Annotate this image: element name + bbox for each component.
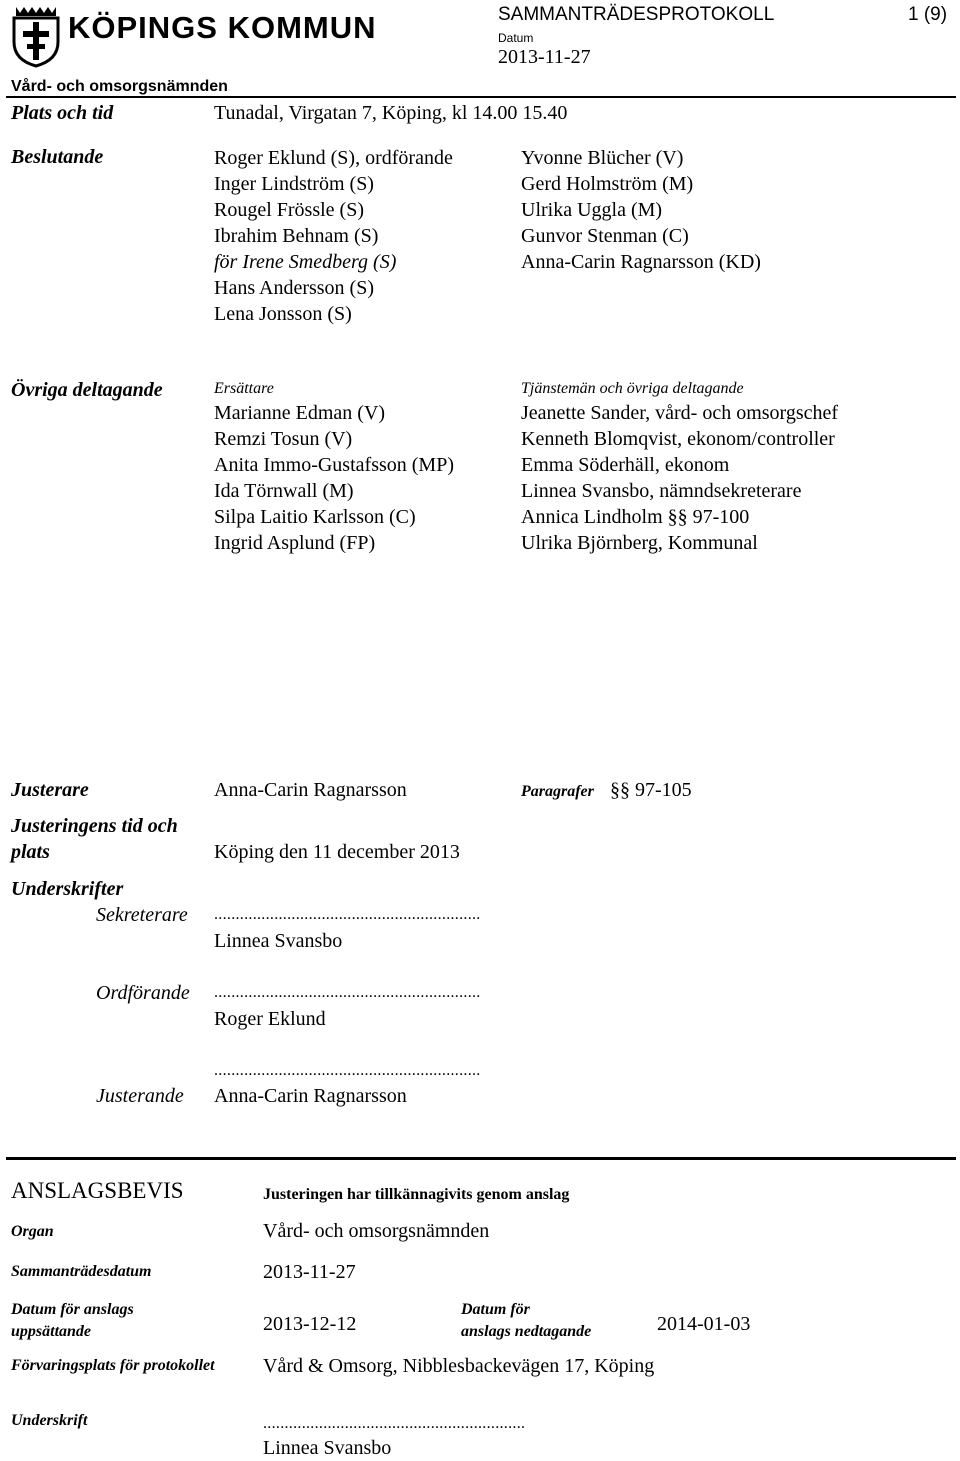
ordforande-label: Ordförande: [96, 982, 190, 1004]
nedtagande-value: 2014-01-03: [657, 1313, 751, 1335]
participant-name: Remzi Tosun (V): [214, 428, 353, 450]
participant-name: Ulrika Björnberg, Kommunal: [521, 532, 758, 554]
paragrafer-label: Paragrafer: [521, 783, 594, 800]
underskrift-label: Underskrift: [11, 1412, 88, 1429]
member-name: för Irene Smedberg (S): [214, 251, 397, 273]
participant-name: Kenneth Blomqvist, ekonom/controller: [521, 428, 835, 450]
participant-name: Ingrid Asplund (FP): [214, 532, 376, 554]
anslagsbevis-heading: Justeringen har tillkännagivits genom anslag: [263, 1186, 570, 1203]
sammantradesdatum-label: Sammanträdesdatum: [11, 1263, 152, 1280]
place-time-label: Plats och tid: [11, 102, 114, 124]
sekreterare-signature-line: ..............................................................: [214, 906, 481, 923]
member-name: Lena Jonsson (S): [214, 303, 352, 325]
beslutande-label: Beslutande: [11, 146, 104, 168]
beslutande-list-1: [214, 145, 453, 327]
participant-name: Anita Immo-Gustafsson (MP): [214, 454, 454, 476]
justerande-name: Anna-Carin Ragnarsson: [214, 1085, 407, 1107]
tjansteman-list: [521, 400, 838, 556]
forvaring-label: Förvaringsplats för protokollet: [11, 1357, 215, 1374]
ordforande-name: Roger Eklund: [214, 1008, 326, 1030]
member-name: Hans Andersson (S): [214, 277, 374, 299]
participant-name: Silpa Laitio Karlsson (C): [214, 506, 416, 528]
anslagsbevis-divider: [6, 1157, 956, 1160]
justerande-signature-line: ..............................................................: [214, 1062, 481, 1079]
member-name: Ulrika Uggla (M): [521, 199, 663, 221]
sekreterare-name: Linnea Svansbo: [214, 930, 343, 952]
forvaring-value: Vård & Omsorg, Nibblesbackevägen 17, Köping: [263, 1355, 655, 1377]
justerare-label: Justerare: [11, 779, 89, 801]
place-time-value: Tunadal, Virgatan 7, Köping, kl 14.00 15.40: [214, 102, 568, 124]
justerare-value: Anna-Carin Ragnarsson: [214, 779, 407, 801]
ersattare-heading: Ersättare: [214, 380, 274, 397]
organ-label: Organ: [11, 1223, 54, 1240]
participant-name: Ida Törnwall (M): [214, 480, 354, 502]
justering-time-label-1: Justeringens tid och: [11, 815, 178, 837]
member-name: Roger Eklund (S), ordförande: [214, 147, 453, 169]
justering-time-label-2: plats: [11, 841, 50, 863]
meeting-date: 2013-11-27: [498, 46, 591, 68]
sekreterare-label: Sekreterare: [96, 904, 188, 926]
participant-name: Linnea Svansbo, nämndsekreterare: [521, 480, 802, 502]
underskrifter-label: Underskrifter: [11, 878, 124, 900]
municipality-crest-icon: [10, 4, 62, 68]
document-type: SAMMANTRÄDESPROTOKOLL: [498, 4, 775, 25]
member-name: Rougel Frössle (S): [214, 199, 364, 221]
justering-time-value: Köping den 11 december 2013: [214, 841, 460, 863]
paragrafer-value: §§ 97-105: [610, 779, 692, 801]
participant-name: Jeanette Sander, vård- och omsorgschef: [521, 402, 839, 424]
uppsattande-label-2: uppsättande: [11, 1323, 92, 1340]
nedtagande-label-2: anslags nedtagande: [461, 1323, 592, 1340]
member-name: Anna-Carin Ragnarsson (KD): [521, 251, 761, 273]
beslutande-list-2: [521, 145, 761, 275]
sammantradesdatum-value: 2013-11-27: [263, 1261, 356, 1283]
uppsattande-value: 2013-12-12: [263, 1313, 357, 1335]
justerande-label: Justerande: [96, 1085, 184, 1107]
member-name: Ibrahim Behnam (S): [214, 225, 379, 247]
uppsattande-label-1: Datum för anslags: [11, 1301, 134, 1318]
ovriga-label: Övriga deltagande: [11, 379, 163, 401]
participant-name: Annica Lindholm §§ 97-100: [521, 506, 750, 528]
date-label: Datum: [498, 31, 534, 45]
member-name: Inger Lindström (S): [214, 173, 374, 195]
ordforande-signature-line: ..............................................................: [214, 984, 481, 1001]
underskrift-signature-line: .............................................................: [263, 1415, 526, 1432]
underskrift-name: Linnea Svansbo: [263, 1437, 392, 1459]
member-name: Yvonne Blücher (V): [521, 147, 684, 169]
participant-name: Emma Söderhäll, ekonom: [521, 454, 730, 476]
anslagsbevis-title: ANSLAGSBEVIS: [11, 1178, 184, 1203]
ersattare-list: [214, 400, 454, 556]
nedtagande-label-1: Datum för: [461, 1301, 530, 1318]
organ-value: Vård- och omsorgsnämnden: [263, 1220, 490, 1242]
member-name: Gunvor Stenman (C): [521, 225, 689, 247]
board-name: Vård- och omsorgsnämnden: [11, 78, 228, 95]
member-name: Gerd Holmström (M): [521, 173, 694, 195]
municipality-name: KÖPINGS KOMMUN: [68, 10, 377, 45]
tjansteman-heading: Tjänstemän och övriga deltagande: [521, 380, 744, 397]
page-number: 1 (9): [908, 4, 948, 25]
header-divider: [6, 96, 956, 98]
participant-name: Marianne Edman (V): [214, 402, 386, 424]
